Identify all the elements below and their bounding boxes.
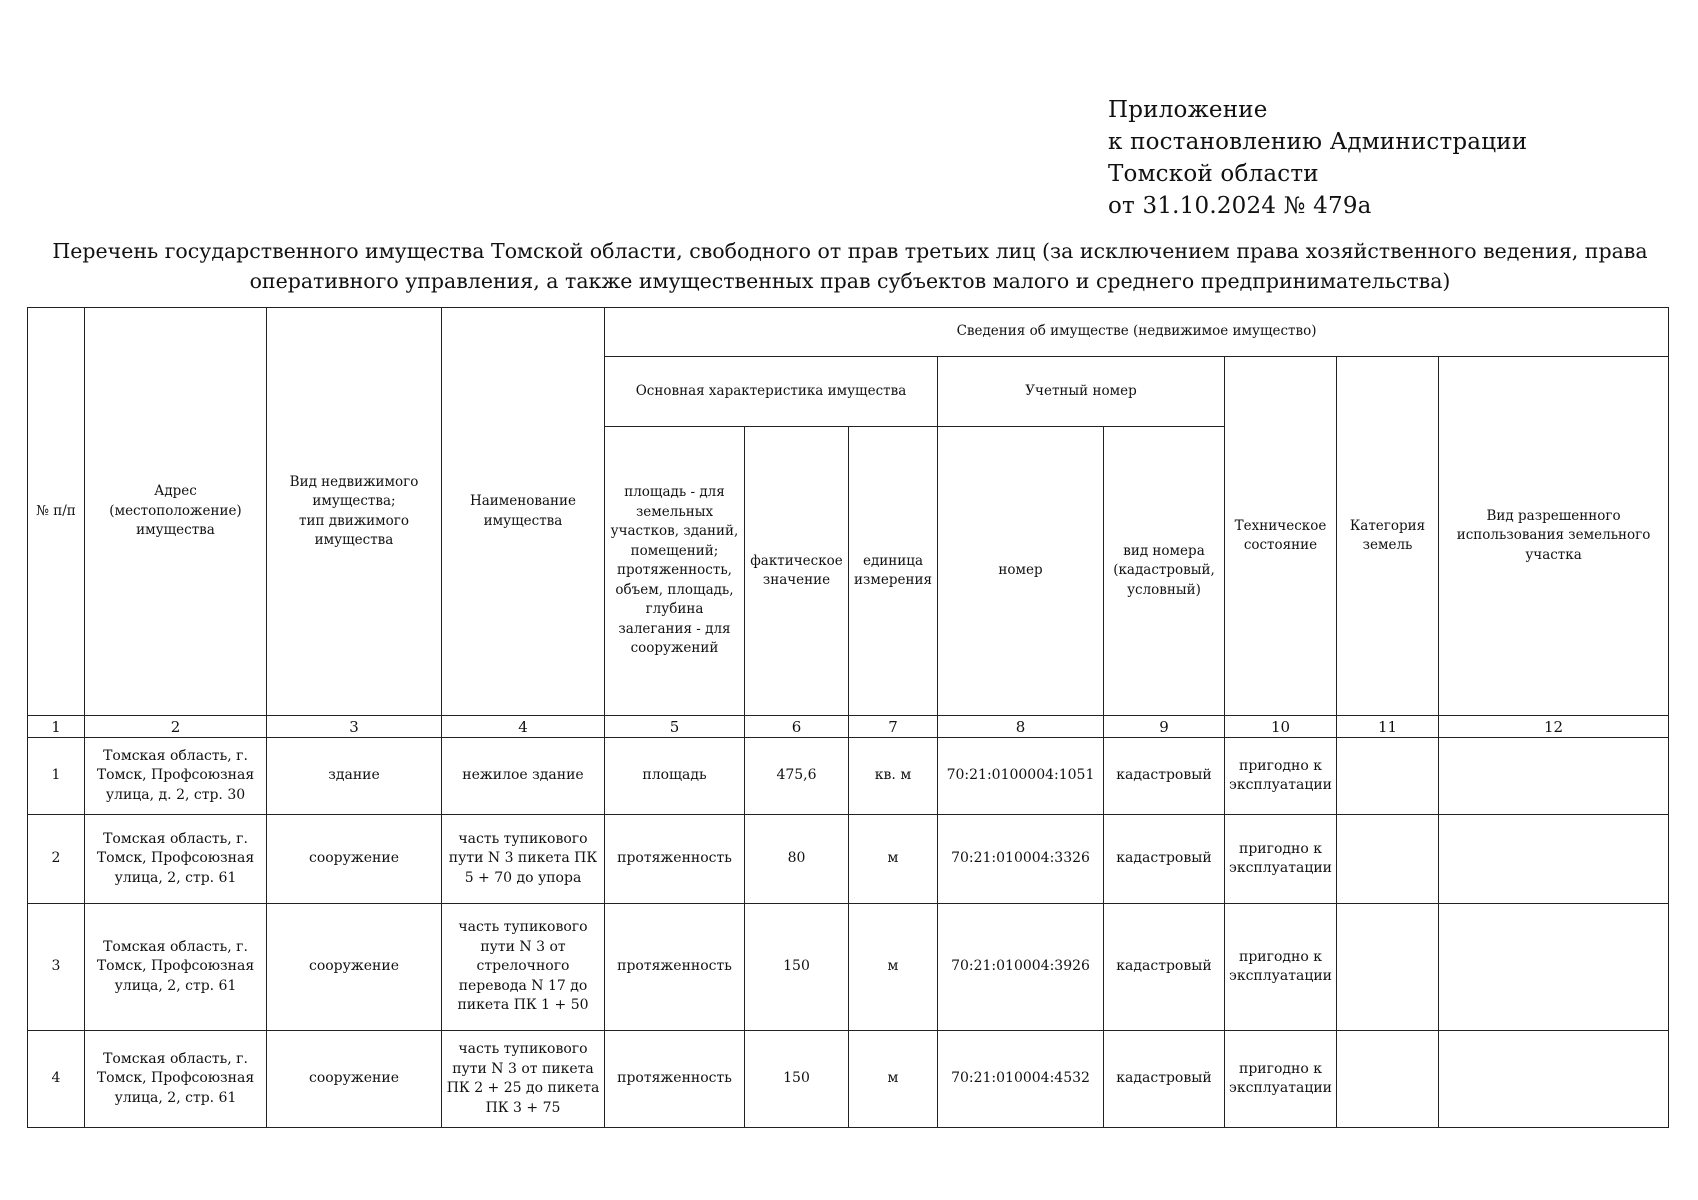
cell-name: часть тупикового пути N 3 от пикета ПК 2 + 25 до пикета ПК 3 + 75 (442, 1031, 605, 1128)
header-name: Наименование имущества (442, 308, 605, 716)
cell-number: 70:21:010004:3926 (938, 904, 1104, 1031)
header-group-info: Сведения об имуществе (недвижимое имущество) (605, 308, 1669, 357)
cell-kind: сооружение (267, 904, 442, 1031)
cell-permitted-use (1439, 1031, 1669, 1128)
header-address: Адрес (местоположение) имущества (85, 308, 267, 716)
header-permitted-use: Вид разрешенного использования земельного участка (1439, 357, 1669, 716)
table-row (28, 1031, 1669, 1128)
column-number: 6 (745, 716, 849, 738)
header-unit: единица измерения (849, 427, 938, 716)
cell-land-category (1337, 904, 1439, 1031)
cell-name: нежилое здание (442, 738, 605, 815)
column-number: 2 (85, 716, 267, 738)
header-group-account: Учетный номер (938, 357, 1225, 427)
cell-unit: м (849, 1031, 938, 1128)
cell-unit: м (849, 815, 938, 904)
document-title-line: оперативного управления, а также имущественных прав субъектов малого и среднего предпринимательства) (249, 269, 1451, 293)
header-characteristic: площадь - для земельных участков, зданий, помещений; протяженность, объем, площадь, глубина залегания - для сооружений (605, 427, 745, 716)
table-row (28, 815, 1669, 904)
cell-num: 3 (28, 904, 85, 1031)
cell-permitted-use (1439, 738, 1669, 815)
appendix-line: от 31.10.2024 № 479а (1108, 193, 1372, 219)
cell-number: 70:21:010004:4532 (938, 1031, 1104, 1128)
table-header (28, 308, 1669, 738)
cell-address: Томская область, г. Томск, Профсоюзная улица, д. 2, стр. 30 (85, 738, 267, 815)
document-title-line: Перечень государственного имущества Томской области, свободного от прав третьих лиц (за исключением права хозяйственного ведения, права (52, 239, 1648, 263)
column-number: 4 (442, 716, 605, 738)
column-number: 11 (1337, 716, 1439, 738)
appendix-header (1108, 94, 1527, 222)
cell-value: 150 (745, 1031, 849, 1128)
cell-value: 150 (745, 904, 849, 1031)
header-kind-line: тип движимого имущества (299, 512, 409, 548)
cell-characteristic: протяженность (605, 815, 745, 904)
header-condition: Техническое состояние (1225, 357, 1337, 716)
cell-number-type: кадастровый (1104, 815, 1225, 904)
cell-condition: пригодно к эксплуатации (1225, 1031, 1337, 1128)
cell-value: 475,6 (745, 738, 849, 815)
cell-number-type: кадастровый (1104, 904, 1225, 1031)
column-number: 3 (267, 716, 442, 738)
header-num: № п/п (28, 308, 85, 716)
cell-condition: пригодно к эксплуатации (1225, 904, 1337, 1031)
table-row (28, 738, 1669, 815)
cell-kind: сооружение (267, 815, 442, 904)
cell-condition: пригодно к эксплуатации (1225, 815, 1337, 904)
cell-permitted-use (1439, 904, 1669, 1031)
appendix-line: Приложение (1108, 97, 1268, 123)
cell-num: 4 (28, 1031, 85, 1128)
column-number: 10 (1225, 716, 1337, 738)
header-kind (267, 308, 442, 716)
cell-number-type: кадастровый (1104, 1031, 1225, 1128)
header-number-type: вид номера (кадастровый, условный) (1104, 427, 1225, 716)
cell-condition: пригодно к эксплуатации (1225, 738, 1337, 815)
cell-address: Томская область, г. Томск, Профсоюзная улица, 2, стр. 61 (85, 1031, 267, 1128)
cell-num: 2 (28, 815, 85, 904)
cell-number-type: кадастровый (1104, 738, 1225, 815)
table-row (28, 904, 1669, 1031)
cell-address: Томская область, г. Томск, Профсоюзная улица, 2, стр. 61 (85, 904, 267, 1031)
cell-characteristic: протяженность (605, 904, 745, 1031)
cell-number: 70:21:010004:3326 (938, 815, 1104, 904)
cell-name: часть тупикового пути N 3 пикета ПК 5 + 70 до упора (442, 815, 605, 904)
cell-kind: здание (267, 738, 442, 815)
column-number: 1 (28, 716, 85, 738)
header-number: номер (938, 427, 1104, 716)
cell-kind: сооружение (267, 1031, 442, 1128)
cell-characteristic: протяженность (605, 1031, 745, 1128)
cell-address: Томская область, г. Томск, Профсоюзная улица, 2, стр. 61 (85, 815, 267, 904)
column-number: 12 (1439, 716, 1669, 738)
cell-land-category (1337, 815, 1439, 904)
table-body (28, 738, 1669, 1128)
cell-land-category (1337, 738, 1439, 815)
appendix-line: Томской области (1108, 161, 1319, 187)
header-group-main: Основная характеристика имущества (605, 357, 938, 427)
property-registry-table (27, 307, 1669, 1128)
cell-permitted-use (1439, 815, 1669, 904)
column-number: 8 (938, 716, 1104, 738)
appendix-line: к постановлению Администрации (1108, 129, 1528, 155)
column-number: 5 (605, 716, 745, 738)
header-actual-value: фактическое значение (745, 427, 849, 716)
header-kind-line: Вид недвижимого имущества; (289, 473, 419, 509)
cell-name: часть тупикового пути N 3 от стрелочного перевода N 17 до пикета ПК 1 + 50 (442, 904, 605, 1031)
cell-num: 1 (28, 738, 85, 815)
column-number-row (28, 716, 1669, 738)
cell-unit: кв. м (849, 738, 938, 815)
cell-land-category (1337, 1031, 1439, 1128)
column-number: 7 (849, 716, 938, 738)
cell-value: 80 (745, 815, 849, 904)
cell-characteristic: площадь (605, 738, 745, 815)
column-number: 9 (1104, 716, 1225, 738)
cell-number: 70:21:0100004:1051 (938, 738, 1104, 815)
header-land-category: Категория земель (1337, 357, 1439, 716)
document-title (40, 236, 1660, 296)
cell-unit: м (849, 904, 938, 1031)
